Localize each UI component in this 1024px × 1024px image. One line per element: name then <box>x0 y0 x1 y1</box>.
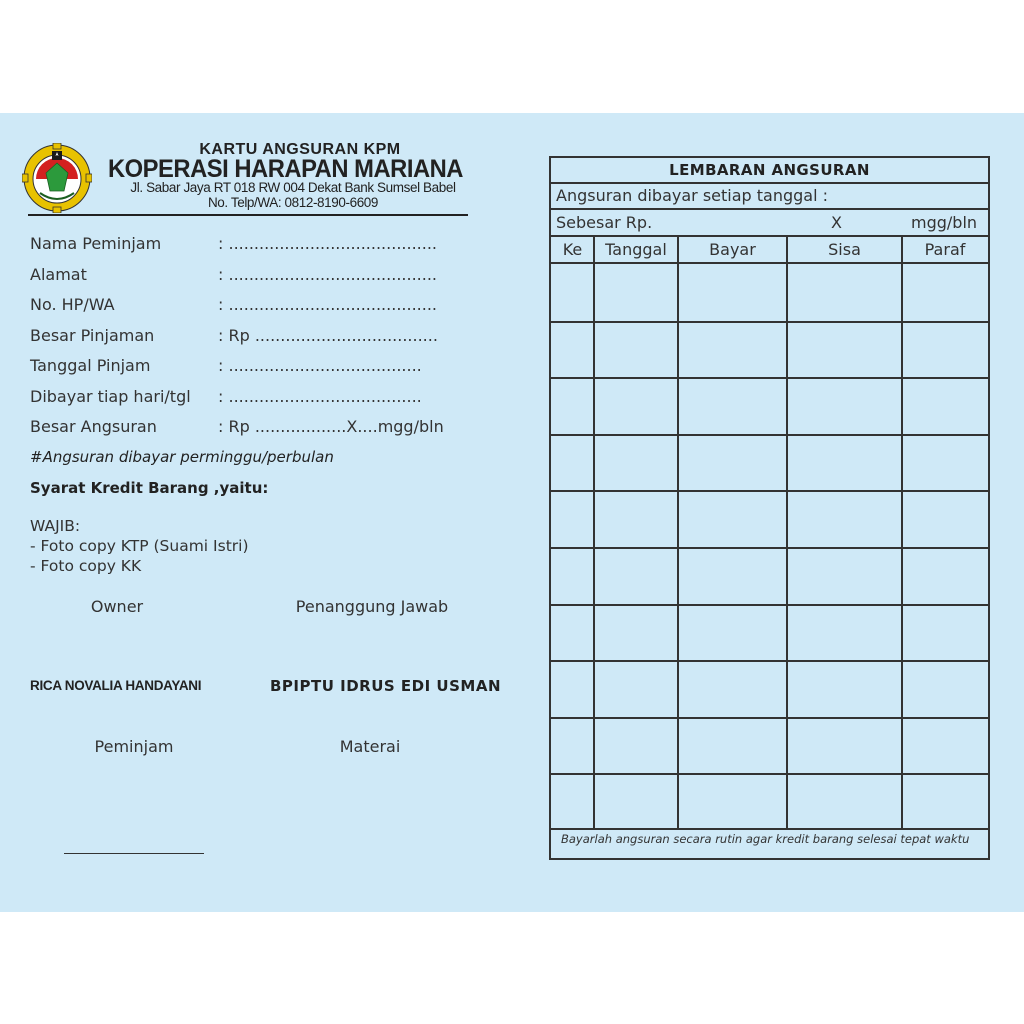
due-date-row: Angsuran dibayar setiap tanggal : <box>551 184 988 210</box>
amount-row <box>551 210 988 237</box>
table-row <box>551 377 988 379</box>
cooperative-phone: No. Telp/WA: 0812-8190-6609 <box>207 195 379 210</box>
amount-label: Sebesar Rp. <box>556 213 653 232</box>
installment-card <box>0 113 1024 912</box>
table-row <box>551 660 988 662</box>
cooperative-address: Jl. Sabar Jaya RT 018 RW 004 Dekat Bank Sumsel Babel <box>130 180 456 195</box>
field-label: Nama Peminjam <box>30 234 162 253</box>
card-subtitle: KARTU ANGSURAN KPM <box>199 141 401 158</box>
field-label: Dibayar tiap hari/tgl <box>30 387 191 406</box>
field-value: : Rp ..................X....mgg/bln <box>218 417 444 436</box>
penanggung-jawab-name: BPIPTU IDRUS EDI USMAN <box>270 677 501 695</box>
field-value: : ......................................... <box>218 265 437 284</box>
field-label: Besar Pinjaman <box>30 326 155 345</box>
table-row <box>551 604 988 606</box>
field-label: Tanggal Pinjam <box>30 356 151 375</box>
table-title: LEMBARAN ANGSURAN <box>551 158 988 184</box>
table-row <box>551 547 988 549</box>
table-row <box>551 434 988 436</box>
field-value: : ......................................... <box>218 295 437 314</box>
installment-note: #Angsuran dibayar perminggu/perbulan <box>30 448 334 466</box>
peminjam-label: Peminjam <box>94 737 174 756</box>
table-row <box>551 321 988 323</box>
column-header-ke: Ke <box>551 237 594 264</box>
field-label: Alamat <box>30 265 87 284</box>
requirement-item: - Foto copy KK <box>30 557 142 575</box>
cooperative-title: KOPERASI HARAPAN MARIANA <box>108 155 463 183</box>
column-divider <box>786 237 788 828</box>
table-row <box>551 490 988 492</box>
penanggung-jawab-label: Penanggung Jawab <box>295 597 449 616</box>
requirements-heading: Syarat Kredit Barang ,yaitu: <box>30 479 269 497</box>
field-value: : ...................................... <box>218 356 422 375</box>
table-row <box>551 717 988 719</box>
cooperative-logo-icon <box>22 143 92 213</box>
column-divider <box>901 237 903 828</box>
owner-label: Owner <box>90 597 144 616</box>
mandatory-label: WAJIB: <box>30 517 81 535</box>
field-value: : Rp .................................... <box>218 326 438 345</box>
column-divider <box>593 237 595 828</box>
requirement-item: - Foto copy KTP (Suami Istri) <box>30 537 249 555</box>
field-value: : ......................................... <box>218 234 437 253</box>
column-header-paraf: Paraf <box>902 237 988 264</box>
owner-name: RICA NOVALIA HANDAYANI <box>30 678 202 693</box>
column-header-sisa: Sisa <box>787 237 902 264</box>
amount-multiplier: X <box>831 213 842 232</box>
field-value: : ...................................... <box>218 387 422 406</box>
column-divider <box>677 237 679 828</box>
field-label: No. HP/WA <box>30 295 115 314</box>
installment-table <box>549 156 990 860</box>
signature-line <box>64 853 204 854</box>
column-header-tanggal: Tanggal <box>594 237 678 264</box>
table-row <box>551 773 988 775</box>
table-footer-note: Bayarlah angsuran secara rutin agar kredit barang selesai tepat waktu <box>561 832 970 846</box>
amount-unit: mgg/bln <box>911 213 978 232</box>
header-divider <box>28 214 468 216</box>
materai-label: Materai <box>339 737 401 756</box>
field-label: Besar Angsuran <box>30 417 157 436</box>
column-header-bayar: Bayar <box>678 237 787 264</box>
